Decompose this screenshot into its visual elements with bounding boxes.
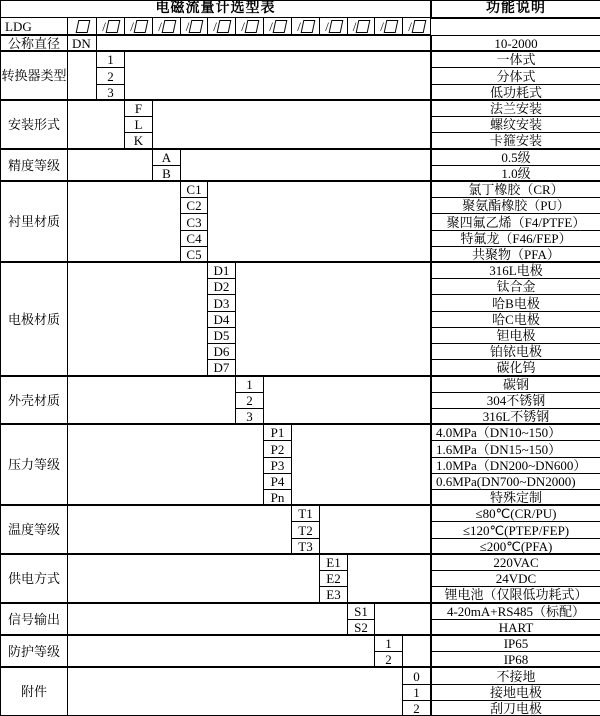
- code-cell-temperature-rating: T1: [291, 505, 320, 522]
- section-label-housing-material: 外壳材质: [0, 376, 68, 425]
- code-cell-accessory: 0: [402, 667, 431, 685]
- desc-cell-protection-rating: IP65: [430, 635, 600, 652]
- model-box-first: [67, 17, 97, 36]
- desc-cell-lining-material: 聚氨酯橡胶（PU）: [430, 197, 600, 214]
- code-cell-installation: K: [124, 132, 153, 150]
- desc-cell-power-supply: 锂电池（仅限低功耗式）: [430, 586, 600, 604]
- code-cell-housing-material: 2: [235, 392, 264, 409]
- slash-separator: /: [130, 18, 134, 34]
- code-cell-accuracy: A: [152, 149, 181, 166]
- desc-cell-converter-type: 一体式: [430, 51, 600, 68]
- spacer-cell: [67, 181, 181, 263]
- code-cell-pressure-rating: P2: [263, 440, 292, 458]
- code-cell-lining-material: C3: [180, 213, 208, 231]
- desc-cell-pressure-rating: 0.6MPa(DN700~DN2000): [430, 473, 600, 490]
- code-cell-electrode-material: D2: [207, 278, 236, 295]
- slash-separator: /: [241, 18, 245, 34]
- slash-separator: /: [297, 18, 301, 34]
- code-cell-converter-type: 2: [96, 67, 125, 85]
- code-cell-electrode-material: D1: [207, 262, 236, 279]
- code-cell-pressure-rating: Pn: [263, 489, 292, 506]
- code-cell-power-supply: E3: [319, 586, 348, 604]
- spacer-cell: [67, 100, 125, 150]
- placeholder-box-icon: [105, 20, 120, 33]
- placeholder-box-icon: [411, 20, 426, 33]
- desc-cell-electrode-material: 哈B电极: [430, 294, 600, 312]
- spacer-cell: [67, 554, 320, 604]
- code-cell-diameter: DN: [67, 35, 97, 52]
- desc-cell-housing-material: 碳钢: [430, 376, 600, 393]
- code-cell-lining-material: C1: [180, 181, 208, 198]
- code-cell-lining-material: C2: [180, 197, 208, 214]
- desc-cell-pressure-rating: 4.0MPa（DN10~150）: [430, 424, 600, 441]
- code-cell-temperature-rating: T2: [291, 521, 320, 539]
- spacer-cell: [67, 667, 403, 716]
- section-label-pressure-rating: 压力等级: [0, 424, 68, 506]
- section-label-diameter: 公称直径: [0, 35, 68, 52]
- placeholder-box-icon: [300, 20, 315, 33]
- desc-cell-accessory: 不接地: [430, 667, 600, 685]
- slash-separator: /: [269, 18, 273, 34]
- code-cell-electrode-material: D5: [207, 327, 236, 344]
- code-cell-electrode-material: D3: [207, 294, 236, 312]
- slash-separator: /: [380, 18, 384, 34]
- desc-cell-pressure-rating: 1.6MPa（DN15~150）: [430, 440, 600, 458]
- desc-cell-housing-material: 316L不锈钢: [430, 408, 600, 425]
- desc-cell-accessory: 接地电极: [430, 684, 600, 701]
- function-column-header: 功能说明: [430, 0, 600, 19]
- code-cell-lining-material: C5: [180, 246, 208, 263]
- slash-separator: /: [213, 18, 217, 34]
- desc-cell-accuracy: 0.5级: [430, 149, 600, 166]
- code-cell-installation: L: [124, 116, 153, 133]
- section-label-accessory: 附件: [0, 667, 68, 716]
- spacer-cell: [67, 505, 292, 555]
- desc-cell-power-supply: 220VAC: [430, 554, 600, 571]
- code-cell-power-supply: E1: [319, 554, 348, 571]
- section-label-lining-material: 衬里材质: [0, 181, 68, 263]
- model-slot: [152, 17, 181, 36]
- slash-separator: /: [102, 18, 106, 34]
- desc-cell-lining-material: 共聚物（PFA）: [430, 246, 600, 263]
- desc-cell-electrode-material: 316L电极: [430, 262, 600, 279]
- desc-cell-converter-type: 低功耗式: [430, 84, 600, 101]
- model-prefix: LDG: [0, 17, 68, 36]
- code-cell-installation: F: [124, 100, 153, 117]
- placeholder-box-icon: [161, 20, 176, 33]
- placeholder-box-icon: [383, 20, 398, 33]
- model-slot: [263, 17, 292, 36]
- desc-cell-pressure-rating: 1.0MPa（DN200~DN600）: [430, 457, 600, 474]
- section-label-electrode-material: 电极材质: [0, 262, 68, 377]
- table-title: 电磁流量计选型表: [0, 0, 431, 18]
- spacer-cell: [67, 376, 236, 425]
- section-label-protection-rating: 防护等级: [0, 635, 68, 668]
- desc-cell-protection-rating: IP68: [430, 651, 600, 668]
- desc-cell-converter-type: 分体式: [430, 67, 600, 85]
- code-cell-housing-material: 3: [235, 408, 264, 425]
- slash-separator: /: [158, 18, 162, 34]
- placeholder-box-icon: [216, 20, 231, 33]
- spacer-cell: [67, 262, 208, 377]
- desc-cell-temperature-rating: ≤200℃(PFA): [430, 538, 600, 555]
- placeholder-box-icon: [75, 20, 90, 33]
- section-label-power-supply: 供电方式: [0, 554, 68, 604]
- slash-separator: /: [352, 18, 357, 34]
- desc-cell-installation: 法兰安装: [430, 100, 600, 117]
- spacer-cell: [235, 262, 431, 377]
- section-label-converter-type: 转换器类型: [0, 51, 68, 101]
- spacer-cell: [291, 424, 431, 506]
- section-label-signal-output: 信号输出: [0, 603, 68, 636]
- desc-cell-diameter: 10-2000: [430, 35, 600, 52]
- code-cell-signal-output: S2: [347, 619, 375, 636]
- model-slot: [291, 17, 320, 36]
- desc-cell-installation: 螺纹安装: [430, 116, 600, 133]
- slash-separator: /: [408, 18, 412, 34]
- code-cell-temperature-rating: T3: [291, 538, 320, 555]
- model-slot: [96, 17, 125, 36]
- code-cell-accessory: 2: [402, 700, 431, 716]
- model-slot: [207, 17, 236, 36]
- code-cell-power-supply: E2: [319, 570, 348, 587]
- desc-cell-lining-material: 氯丁橡胶（CR）: [430, 181, 600, 198]
- model-slot: [402, 17, 431, 36]
- code-cell-converter-type: 3: [96, 84, 125, 101]
- code-cell-electrode-material: D4: [207, 311, 236, 328]
- slash-separator: /: [325, 18, 329, 34]
- model-slot: [235, 17, 264, 36]
- spacer-cell: [67, 424, 264, 506]
- desc-cell-power-supply: 24VDC: [430, 570, 600, 587]
- model-slot: [347, 17, 375, 36]
- spacer-cell: [319, 505, 431, 555]
- desc-cell-electrode-material: 碳化钨: [430, 359, 600, 377]
- spacer-cell: [402, 635, 431, 668]
- desc-cell-housing-material: 304不锈钢: [430, 392, 600, 409]
- model-slot: [319, 17, 348, 36]
- spacer-cell: [124, 51, 431, 101]
- spacer-cell: [67, 635, 375, 668]
- spacer-cell: [152, 100, 431, 150]
- code-cell-protection-rating: 1: [374, 635, 403, 652]
- placeholder-box-icon: [133, 20, 148, 33]
- desc-cell-lining-material: 特氟龙（F46/FEP）: [430, 230, 600, 247]
- desc-cell-installation: 卡箍安装: [430, 132, 600, 150]
- desc-cell-electrode-material: 铂铱电极: [430, 343, 600, 360]
- code-cell-pressure-rating: P1: [263, 424, 292, 441]
- code-cell-accuracy: B: [152, 165, 181, 182]
- placeholder-box-icon: [328, 20, 343, 33]
- code-cell-pressure-rating: P4: [263, 473, 292, 490]
- desc-cell-signal-output: 4-20mA+RS485（标配）: [430, 603, 600, 620]
- code-cell-protection-rating: 2: [374, 651, 403, 668]
- section-label-temperature-rating: 温度等级: [0, 505, 68, 555]
- section-label-accuracy: 精度等级: [0, 149, 68, 182]
- code-cell-accessory: 1: [402, 684, 431, 701]
- desc-cell-electrode-material: 钽电极: [430, 327, 600, 344]
- code-cell-signal-output: S1: [347, 603, 375, 620]
- model-slot: [180, 17, 208, 36]
- placeholder-box-icon: [244, 20, 259, 33]
- model-slot: [124, 17, 153, 36]
- desc-cell-accuracy: 1.0级: [430, 165, 600, 182]
- placeholder-box-icon: [356, 20, 371, 33]
- spacer-cell: [96, 35, 431, 52]
- spacer-cell: [67, 51, 97, 101]
- desc-cell-temperature-rating: ≤120℃(PTEP/FEP): [430, 521, 600, 539]
- spacer-cell: [374, 603, 431, 636]
- spacer-cell: [263, 376, 431, 425]
- code-cell-electrode-material: D6: [207, 343, 236, 360]
- code-cell-converter-type: 1: [96, 51, 125, 68]
- desc-cell-lining-material: 聚四氟乙烯（F4/PTFE）: [430, 213, 600, 231]
- desc-cell-pressure-rating: 特殊定制: [430, 489, 600, 506]
- spacer-cell: [180, 149, 431, 182]
- spacer-cell: [207, 181, 431, 263]
- section-label-installation: 安装形式: [0, 100, 68, 150]
- model-slot: [374, 17, 403, 36]
- code-cell-electrode-material: D7: [207, 359, 236, 377]
- desc-cell-temperature-rating: ≤80℃(CR/PU): [430, 505, 600, 522]
- spacer-cell: [347, 554, 431, 604]
- code-cell-pressure-rating: P3: [263, 457, 292, 474]
- desc-cell-accessory: 刮刀电极: [430, 700, 600, 716]
- slash-separator: /: [185, 18, 190, 34]
- desc-cell-electrode-material: 钛合金: [430, 278, 600, 295]
- code-cell-housing-material: 1: [235, 376, 264, 393]
- desc-cell-electrode-material: 哈C电极: [430, 311, 600, 328]
- placeholder-box-icon: [189, 20, 204, 33]
- spacer-cell: [67, 603, 348, 636]
- placeholder-box-icon: [272, 20, 287, 33]
- desc-cell-signal-output: HART: [430, 619, 600, 636]
- code-cell-lining-material: C4: [180, 230, 208, 247]
- spacer-cell: [67, 149, 153, 182]
